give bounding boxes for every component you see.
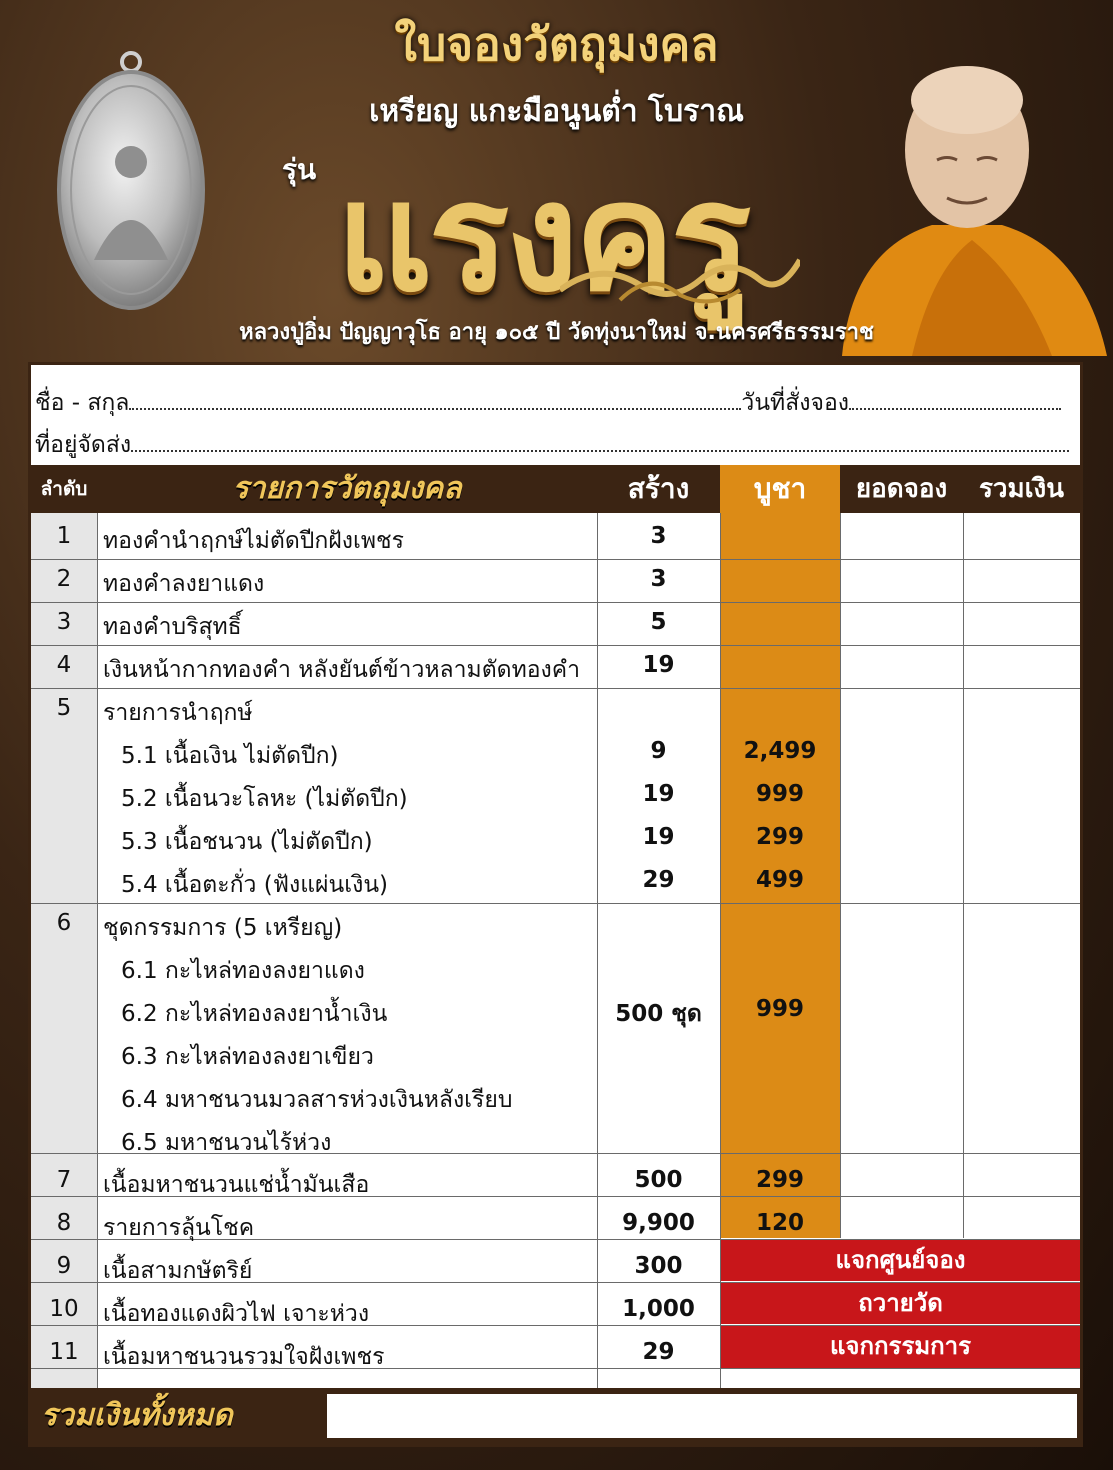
header-price: บูชา [720, 465, 840, 513]
row-item: ทองคำนำฤกษ์ไม่ตัดปีกฝังเพชร [103, 528, 404, 554]
row-subitem: 5.1 เนื้อเงิน ไม่ตัดปีก) [121, 743, 339, 769]
row-built: 3 [650, 523, 667, 549]
poster-header [0, 0, 1113, 360]
address-row [35, 427, 1069, 463]
row-built: 500 ชุด [615, 1001, 702, 1027]
row-built: 19 [642, 652, 675, 678]
row-built: 1,000 [622, 1296, 695, 1322]
row-built: 500 [634, 1167, 683, 1193]
row-item: ทองคำลงยาแดง [103, 571, 265, 597]
row-subitem: 5.3 เนื้อชนวน (ไม่ตัดปีก) [121, 829, 373, 855]
note-band: แจกกรรมการ [721, 1325, 1080, 1368]
note-band: แจกศูนย์จอง [721, 1239, 1080, 1281]
series-name: แรงครู [336, 149, 748, 325]
header-qty: ยอดจอง [855, 474, 948, 504]
sum-entry-column[interactable] [964, 513, 1080, 1238]
row-index: 2 [56, 566, 72, 592]
row-index: 7 [56, 1167, 72, 1193]
row-index: 3 [56, 609, 72, 635]
series-prefix: รุ่น [282, 153, 317, 186]
name-field[interactable] [129, 390, 741, 410]
row-subitem: 6.1 กะไหล่ทองลงยาแดง [121, 958, 365, 984]
row-subitem: 6.4 มหาชนวนมวลสารห่วงเงินหลังเรียบ [121, 1087, 513, 1113]
row-built: 19 [642, 781, 675, 807]
row-item: รายการลุ้นโชค [103, 1215, 255, 1241]
row-price: 299 [755, 1167, 804, 1193]
row-subitem: 5.4 เนื้อตะกั่ว (ฟังแผ่นเงิน) [121, 872, 389, 898]
row-price: 2,499 [743, 738, 817, 764]
row-item: เงินหน้ากากทองคำ หลังยันต์ข้าวหลามตัดทองคำ [103, 657, 581, 683]
medal-image-icon [56, 50, 206, 310]
row-item: เนื้อมหาชนวนรวมใจฝังเพชร [103, 1344, 385, 1370]
grand-total-label: รวมเงินทั้งหมด [41, 1398, 233, 1433]
poster-caption: หลวงปู่อิ่ม ปัญญาวุโธ อายุ ๑๐๕ ปี วัดทุ่งนาใหม่ จ.นครศรีธรรมราช [239, 320, 874, 345]
qty-entry-column[interactable] [841, 513, 963, 1238]
row-built: 5 [650, 609, 667, 635]
row-index: 10 [49, 1296, 79, 1322]
row-index: 9 [56, 1253, 72, 1279]
row-index: 4 [56, 652, 72, 678]
row-price: 999 [755, 996, 804, 1022]
row-index: 1 [56, 523, 72, 549]
poster-subtitle: เหรียญ แกะมือนูนต่ำ โบราณ [369, 94, 744, 129]
grand-total-row [31, 1388, 1080, 1444]
row-price: 120 [755, 1210, 804, 1236]
header-item: รายการวัตถุมงคล [232, 471, 462, 506]
note-band: ถวายวัด [721, 1282, 1080, 1324]
row-price: 499 [755, 867, 804, 893]
row-item: รายการนำฤกษ์ [103, 700, 253, 726]
row-index: 5 [56, 695, 72, 721]
row-item: ชุดกรรมการ (5 เหรียญ) [103, 915, 343, 941]
items-table [31, 513, 1080, 1388]
row-built: 9,900 [622, 1210, 695, 1236]
address-label: ที่อยู่จัดส่ง [35, 432, 132, 458]
row-index: 8 [56, 1210, 72, 1236]
row-subitem: 6.2 กะไหล่ทองลงยาน้ำเงิน [121, 1001, 388, 1027]
name-row [35, 385, 1061, 421]
order-date-label: วันที่สั่งจอง [741, 390, 849, 416]
header-sum: รวมเงิน [978, 474, 1065, 504]
row-item: เนื้อมหาชนวนแช่น้ำมันเสือ [103, 1172, 370, 1198]
row-price: 999 [755, 781, 804, 807]
row-index: 6 [56, 910, 72, 936]
order-form [28, 362, 1083, 1447]
row-item: เนื้อทองแดงผิวไฟ เจาะห่วง [103, 1301, 370, 1327]
table-header [31, 465, 1080, 513]
name-label: ชื่อ - สกุล [35, 390, 130, 416]
row-built: 19 [642, 824, 675, 850]
row-built: 9 [650, 738, 667, 764]
row-subitem: 5.2 เนื้อนวะโลหะ (ไม่ตัดปีก) [121, 786, 408, 812]
poster-title: ใบจองวัตถุมงคล [394, 17, 719, 71]
kranok-ornament-icon [560, 250, 800, 310]
order-date-field[interactable] [849, 390, 1061, 410]
address-field[interactable] [131, 432, 1069, 452]
row-price: 299 [755, 824, 804, 850]
header-built: สร้าง [627, 472, 690, 505]
row-subitem: 6.5 มหาชนวนไร้ห่วง [121, 1130, 332, 1156]
row-index: 11 [49, 1339, 79, 1365]
row-item: ทองคำบริสุทธิ์ [103, 614, 242, 640]
grand-total-field[interactable] [327, 1394, 1077, 1438]
row-subitem: 6.3 กะไหล่ทองลงยาเขียว [121, 1044, 374, 1070]
row-built: 29 [642, 1339, 675, 1365]
header-index: ลำดับ [40, 478, 88, 500]
monk-portrait-icon [822, 40, 1112, 356]
row-built: 29 [642, 867, 675, 893]
row-item: เนื้อสามกษัตริย์ [103, 1258, 253, 1284]
row-built: 300 [634, 1253, 683, 1279]
row-built: 3 [650, 566, 667, 592]
